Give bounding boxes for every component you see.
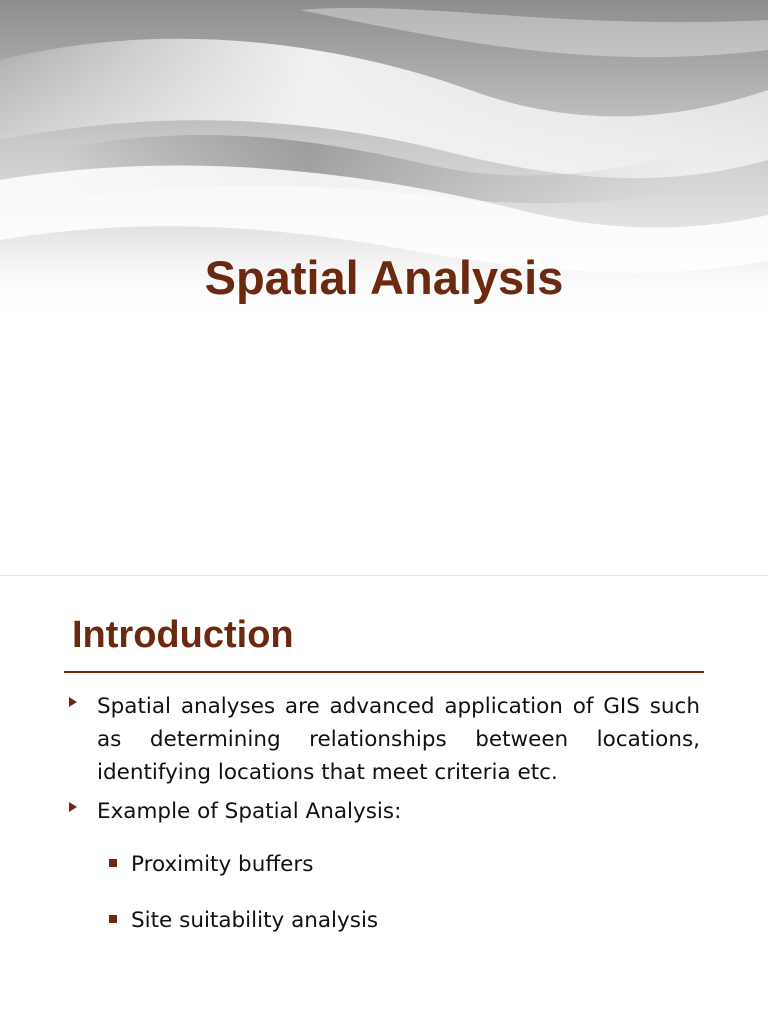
- sub-list-item: [64, 848, 700, 881]
- square-bullet-icon: [109, 915, 117, 923]
- bullet-list: [64, 690, 700, 937]
- bullet-text: Spatial analyses are advanced application of GIS such as determining relationships between locations, identifying locations that meet criteria etc.: [97, 694, 700, 785]
- list-item: [64, 690, 700, 789]
- heading-underline: [64, 671, 704, 673]
- sub-bullet-text: Site suitability analysis: [131, 908, 379, 933]
- slide-title: Spatial Analysis: [204, 251, 564, 304]
- sub-bullet-list: [64, 848, 700, 937]
- list-item: [64, 795, 700, 828]
- sub-list-item: [64, 904, 700, 937]
- square-bullet-icon: [109, 859, 117, 867]
- content-slide: [0, 576, 768, 1024]
- slide-heading: Introduction: [72, 614, 294, 656]
- triangle-bullet-icon: [69, 697, 77, 707]
- bullet-text: Example of Spatial Analysis:: [97, 799, 402, 824]
- triangle-bullet-icon: [69, 802, 77, 812]
- sub-bullet-text: Proximity buffers: [131, 852, 314, 877]
